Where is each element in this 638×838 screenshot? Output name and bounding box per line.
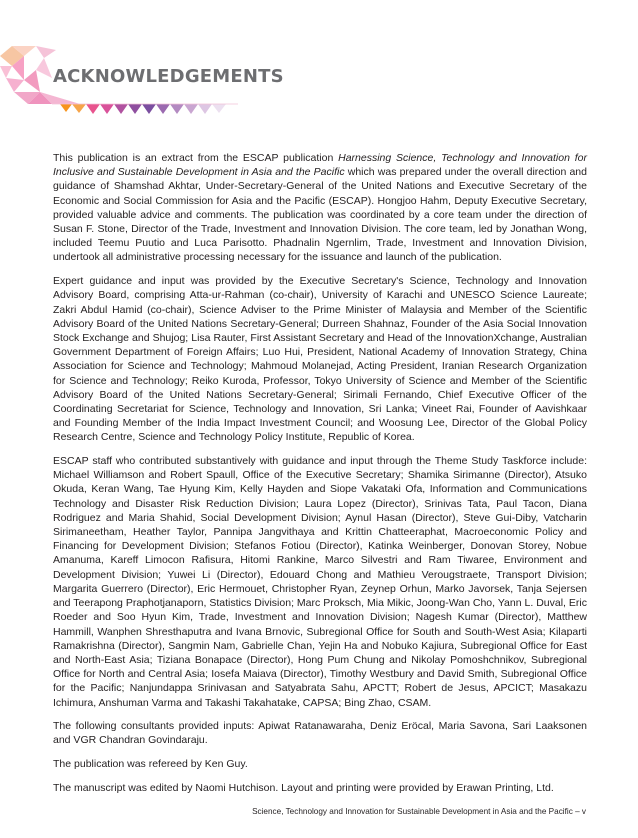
page-title: ACKNOWLEDGEMENTS — [53, 66, 284, 87]
paragraph-advisory-board: Expert guidance and input was provided by the Executive Secretary's Science, Technology and Innovation Advisory Board, comprising Atta-ur-Rahman (co-chair), University of Karachi and UNESCO Science Laureate; Zakri Abdul Hamid (co-chair), Science Adviser to the Prime Minister of Malaysia and Member of the Scientific Advisory Board of the United Nations Secretary-General; Durreen Shahnaz, Founder of the Asia Social Innovation Stock Exchange and Shujog; Lisa Rauter, First Assistant Secretary and Head of the InnovationXchange, Australian Government Department of Foreign Affairs; Luo Hui, President, National Academy of Innovation Strategy, China Association for Science and Technology; Mahmoud Molanejad, Acting President, Iranian Research Organization for Science and Technology; Reiko Kuroda, Professor, Tokyo University of Science and Member of the Scientific Advisory Board of the United Nations Secretary-General; Sirimali Fernando, Chief Executive Officer of the Coordinating Secretariat for Science, Technology and Innovation, Sri Lanka; Vineet Rai, Founder of Aavishkaar and Founding Member of the India Impact Investment Council; and Woosung Lee, Director of the Global Policy Research Centre, Science and Technology Policy Institute, Republic of Korea. — [53, 275, 587, 444]
publication-title: Harnessing Science, Technology and Innovation for Inclusive and Sustainable Development in Asia and the Pacific — [53, 152, 587, 179]
acknowledgements-body — [53, 151, 587, 805]
paragraph-referee: The publication was refereed by Ken Guy. — [53, 758, 248, 771]
paragraph-editing: The manuscript was edited by Naomi Hutchison. Layout and printing were provided by Erawan Printing, Ltd. — [53, 781, 554, 794]
paragraph-escap-staff: ESCAP staff who contributed substantively with guidance and input through the Theme Study Taskforce include: Michael Williamson and Robert Spaull, Office of the Executive Secretary; Shamika Sirimanne (Director), Atsuko Okuda, Keran Wang, Tae Hyung Kim, Kelly Hayden and Siope Vakataki Ofa, Information and Communications Technology and Disaster Risk Reduction Division; Laura Lopez (Director), Srinivas Tata, Paul Tacon, Diana Rodriguez and Maria Shahid, Social Development Division; Aynul Hasan (Director), Steve Gui-Diby, Vatcharin Sirimaneetham, Heather Taylor, Pannipa Jangvithaya and Krittin Chatteeraphat, Macroeconomic Policy and Financing for Development Division; Stefanos Fotiou (Director), Katinka Weinberger, Donovan Storey, Nobue Amanuma, Kareff Limocon Rafisura, Hitomi Rankine, Marco Silvestri and Ram Tiwaree, Environment and Development Division; Yuwei Li (Director), Edouard Chong and Mathieu Verougstraete, Transport Division; Margarita Guerrero (Director), Eric Hermouet, Christopher Ryan, Zeynep Orhun, Marko Javorsek, Tanja Sejersen and Teerapong Praphotjanaporn, Statistics Division; Marc Proksch, Mia Mikic, Joong-Wan Cho, Yann L. Duval, Eric Roeder and Soo Hyun Kim, Trade, Investment and Innovation Division; Nagesh Kumar (Director), Matthew Hammill, Wanphen Shresthaputra and Ivana Brnovic, Subregional Office for South and South-West Asia; Kilaparti Ramakrishna (Director), Sangmin Nam, Gabrielle Chan, Yejin Ha and Nobuko Kajiura, Subregional Office for East and North-East Asia; Tiziana Bonapace (Director), Hong Pum Chung and Nikolay Pomoshchnikov, Subregional Office for North and Central Asia; Iosefa Maiava (Director), Timothy Westbury and David Smith, Subregional Office for the Pacific; Nanjundappa Srinivasan and Satyabrata Sahu, APCTT; Robert de Jesus, APCICT; Masakazu Ichimura, Anshuman Varma and Takashi Takahatake, CAPSA; Bing Zhao, CSAM. — [53, 455, 587, 709]
header-decoration — [0, 0, 638, 125]
paragraph-consultants: The following consultants provided inputs: Apiwat Ratanawaraha, Deniz Eröcal, Maria Savona, Sari Laaksonen and VGR Chandran Govindaraju. — [53, 720, 587, 747]
paragraph-intro-lead: This publication is an extract from the ESCAP publication — [53, 152, 339, 164]
paragraph-intro-rest: which was prepared under the overall direction and guidance of Shamshad Akhtar, Under-Secretary-General of the United Nations and Executive Secretary of the Economic and Social Commission for Asia and the Pacific (ESCAP). Hongjoo Hahm, Deputy Executive Secretary, provided valuable advice and comments. The publication was coordinated by a core team under the direction of Susan F. Stone, Director of the Trade, Investment and Innovation Division. The core team, led by Jonathan Wong, included Teemu Puutio and Luca Parisotto. Phadnalin Ngernlim, Trade, Investment and Innovation Division, undertook all administrative processing necessary for the issuance and launch of the publication. — [53, 166, 587, 264]
paragraph-intro — [53, 151, 587, 265]
page-footer: Science, Technology and Innovation for Sustainable Development in Asia and the Pacific – v — [252, 807, 586, 816]
